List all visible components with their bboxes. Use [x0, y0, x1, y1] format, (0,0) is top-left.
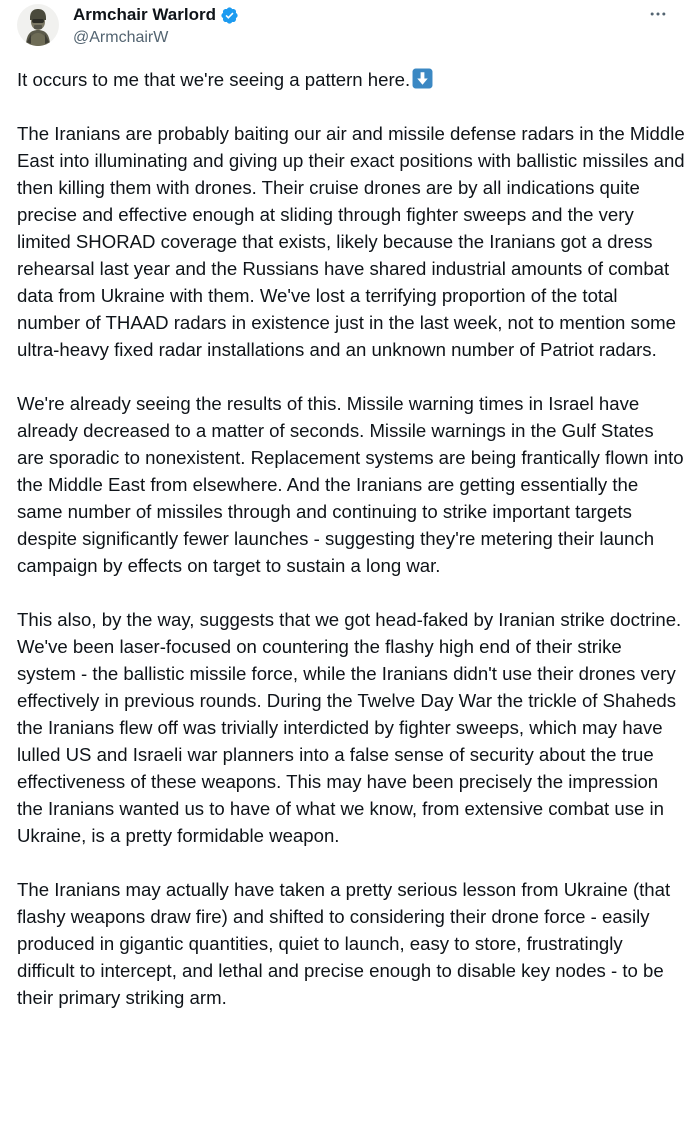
tweet-header — [0, 0, 691, 60]
down-arrow-emoji-icon — [412, 68, 433, 89]
tweet-intro — [17, 66, 685, 93]
tweet-paragraph: The Iranians may actually have taken a pretty serious lesson from Ukraine (that flashy weapons draw fire) and shifted to considering their drone force - easily produced in gigantic quantities, quiet to launch, easy to store, frustratingly difficult to intercept, and lethal and precise enough to disable key nodes - to be their primary striking arm. — [17, 879, 671, 1008]
author-display-name[interactable]: Armchair Warlord — [73, 5, 216, 24]
author-name-row — [73, 5, 239, 25]
author-handle[interactable]: @ArmchairW — [73, 29, 169, 46]
verified-badge-icon — [220, 6, 239, 25]
tweet-paragraph: The Iranians are probably baiting our air and missile defense radars in the Middle East into illuminating and giving up their exact positions with ballistic missiles and then killing them with drones. Their cruise drones are by all indications quite precise and effective enough at sliding through fighter sweeps and the very limited SHORAD coverage that exists, likely because the Iranians got a dress rehearsal last year and the Russians have shared industrial amounts of combat data from Ukraine with them. We've lost a terrifying proportion of the total number of THAAD radars in existence just in the last week, not to mention some ultra-heavy fixed radar installations and an unknown number of Patriot radars. — [17, 123, 685, 360]
more-options-button[interactable] — [644, 4, 672, 24]
tweet-paragraph: We're already seeing the results of this. Missile warning times in Israel have already decreased to a matter of seconds. Missile warnings in the Gulf States are sporadic to nonexistent. Replacement systems are being frantically flown into the Middle East from elsewhere. And the Iranians are getting essentially the same number of missiles through and continuing to strike important targets despite significantly fewer launches - suggesting they're metering their launch campaign by effects on target to sustain a long war. — [17, 393, 684, 576]
tweet-paragraph: This also, by the way, suggests that we got head-faked by Iranian strike doctrine. We've been laser-focused on countering the flashy high end of their strike system - the ballistic missile force, while the Iranians didn't use their drones very effectively in previous rounds. During the Twelve Day War the trickle of Shaheds the Iranians flew off was trivially interdicted by fighter sweeps, which may have lulled US and Israeli war planners into a false sense of security about the true effectiveness of these weapons. This may have been precisely the impression the Iranians wanted us to have of what we know, from extensive combat use in Ukraine, is a pretty formidable weapon. — [17, 609, 682, 846]
tweet-intro-text: It occurs to me that we're seeing a pattern here. — [17, 69, 411, 90]
tweet-text — [17, 66, 685, 1038]
avatar-soldier-icon — [17, 4, 59, 46]
more-options-icon — [648, 4, 668, 24]
avatar[interactable] — [17, 4, 59, 46]
